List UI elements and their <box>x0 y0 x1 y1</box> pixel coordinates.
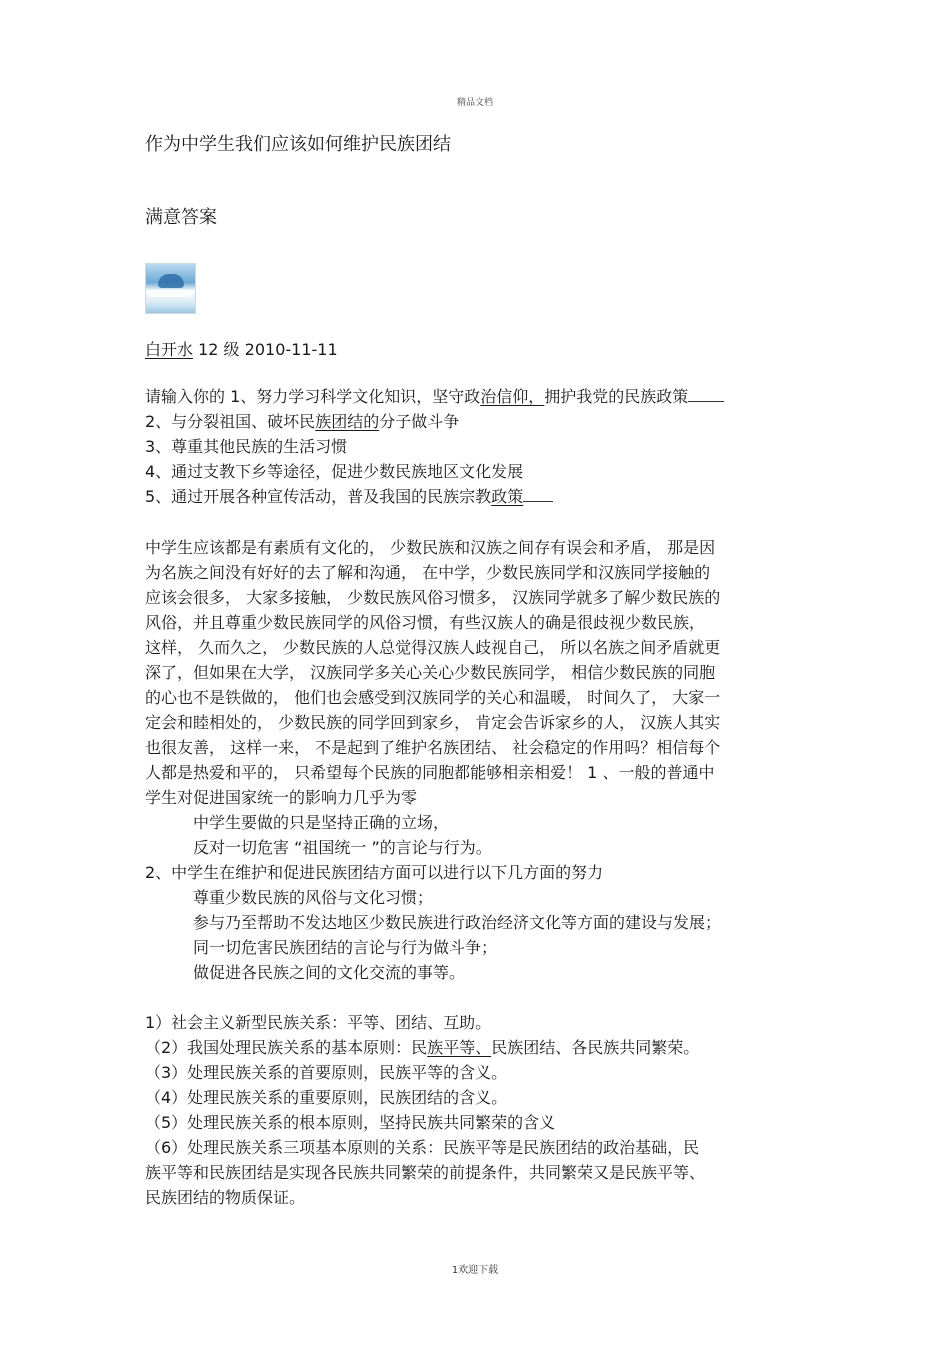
section2-item: 同一切危害民族团结的言论与行为做斗争； <box>193 938 498 957</box>
user-level: 12 级 <box>198 340 240 359</box>
list-intro-prefix: 请输入你的 1、努力学习科学文化知识，坚守政 <box>145 387 481 406</box>
list-item: 2、与分裂祖国、破坏民族团结的分子做斗争 <box>145 412 460 431</box>
page-title: 作为中学生我们应该如何维护民族团结 <box>145 134 451 155</box>
underline-rule <box>688 400 724 402</box>
paragraph-line: 这样， 久而久之， 少数民族的人总觉得汉族人歧视自己， 所以名族之间矛盾就更 <box>145 638 721 657</box>
principle-2: （2）我国处理民族关系的基本原则：民族平等、民族团结、各民族共同繁荣。 <box>145 1038 700 1057</box>
avatar <box>145 263 196 314</box>
principle-1: 1）社会主义新型民族关系：平等、团结、互助。 <box>145 1013 492 1032</box>
principle-6-line: 民族团结的物质保证。 <box>145 1188 306 1207</box>
footer-text: 欢迎下载 <box>458 1265 499 1276</box>
avatar-cloud-shape <box>158 274 184 288</box>
answer-date: 2010-11-11 <box>244 340 338 359</box>
principle-3: （3）处理民族关系的首要原则，民族平等的含义。 <box>145 1063 508 1082</box>
paragraph-line: 的心也不是铁做的， 他们也会感受到汉族同学的关心和温暖， 时间久了， 大家一 <box>145 688 721 707</box>
paragraph-line: 风俗，并且尊重少数民族同学的风俗习惯，有些汉族人的确是很歧视少数民族， <box>145 613 706 632</box>
paragraph-line: 学生对促进国家统一的影响力几乎为零 <box>145 788 418 807</box>
section2-item: 参与乃至帮助不发达地区少数民族进行政治经济文化等方面的建设与发展； <box>193 913 722 932</box>
paragraph-line: 人都是热爱和平的， 只希望每个民族的同胞都能够相亲相爱！ 1 、一般的普通中 <box>145 763 715 782</box>
list-item: 5、通过开展各种宣传活动，普及我国的民族宗教政策 <box>145 484 553 507</box>
section2-title: 2、中学生在维护和促进民族团结方面可以进行以下几方面的努力 <box>145 863 604 882</box>
paragraph-line: 定会和睦相处的， 少数民族的同学回到家乡， 肯定会告诉家乡的人， 汉族人其实 <box>145 713 721 732</box>
paragraph-line: 也很友善， 这样一来， 不是起到了维护名族团结、 社会稳定的作用吗？相信每个 <box>145 738 721 757</box>
page-number: 1 <box>451 1265 459 1276</box>
list-intro-suffix: 拥护我党的民族政策 <box>544 387 689 406</box>
section1-item: 中学生要做的只是坚持正确的立场， <box>193 813 450 832</box>
list-item: 4、通过支教下乡等途径，促进少数民族地区文化发展 <box>145 462 524 481</box>
paragraph-line: 中学生应该都是有素质有文化的， 少数民族和汉族之间存有误会和矛盾， 那是因 <box>145 538 716 557</box>
section2-item: 尊重少数民族的风俗与文化习惯； <box>193 888 434 907</box>
list-intro <box>145 384 724 407</box>
answer-label: 满意答案 <box>145 207 217 228</box>
principle-5: （5）处理民族关系的根本原则，坚持民族共同繁荣的含义 <box>145 1113 556 1132</box>
page-header: 精品文档 <box>456 98 493 108</box>
principle-6-line: 族平等和民族团结是实现各民族共同繁荣的前提条件，共同繁荣又是民族平等、 <box>145 1163 706 1182</box>
principle-4: （4）处理民族关系的重要原则，民族团结的含义。 <box>145 1088 508 1107</box>
underline-rule <box>523 500 553 502</box>
paragraph-line: 应该会很多， 大家多接触， 少数民族风俗习惯多， 汉族同学就多了解少数民族的 <box>145 588 721 607</box>
paragraph-line: 深了，但如果在大学， 汉族同学多关心关心少数民族同学， 相信少数民族的同胞 <box>145 663 716 682</box>
page-footer <box>0 1261 950 1276</box>
section2-item: 做促进各民族之间的文化交流的事等。 <box>193 963 466 982</box>
answer-meta <box>145 337 338 360</box>
user-name-link[interactable]: 白开水 <box>145 340 194 359</box>
principle-6-line: （6）处理民族关系三项基本原则的关系：民族平等是民族团结的政治基础，民 <box>145 1138 700 1157</box>
list-item: 3、尊重其他民族的生活习惯 <box>145 437 348 456</box>
section1-item: 反对一切危害 “祖国统一 ”的言论与行为。 <box>193 838 492 857</box>
list-intro-underlined: 治信仰， <box>480 387 545 406</box>
paragraph-line: 为名族之间没有好好的去了解和沟通， 在中学，少数民族同学和汉族同学接触的 <box>145 563 711 582</box>
avatar-horizon-shape <box>150 294 190 297</box>
